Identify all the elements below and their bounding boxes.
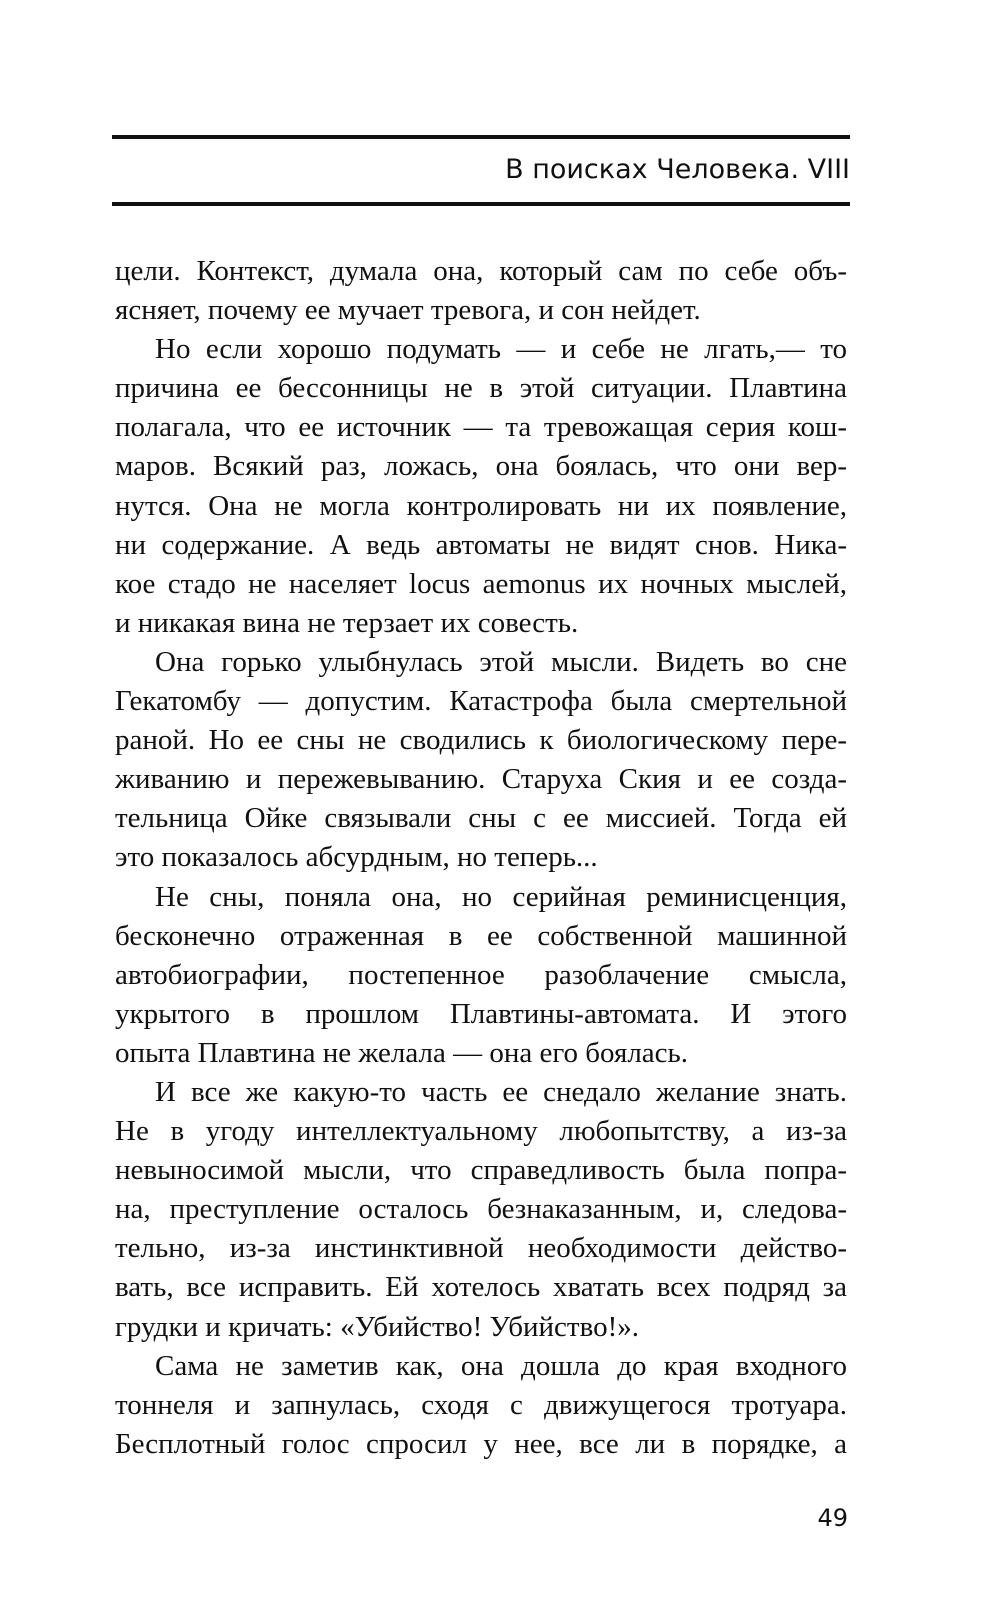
text-line: ясняет, почему ее мучает тревога, и сон нейдет. <box>115 294 701 327</box>
text-line: тоннеля и запнулась, сходя с движущегося тротуара. <box>115 1388 847 1421</box>
text-line: невыносимой мысли, что справедливость была попра- <box>115 1154 847 1187</box>
text-line: раной. Но ее сны не сводились к биологическому пере- <box>115 724 847 757</box>
text-line: и никакая вина не терзает их совесть. <box>115 606 579 639</box>
text-line: Гекатомбу — допустим. Катастрофа была смертельной <box>115 685 847 718</box>
text-line: И все же какую-то часть ее снедало желание знать. <box>155 1075 847 1108</box>
text-line: причина ее бессонницы не в этой ситуации. Плавтина <box>115 372 847 405</box>
text-line: живанию и пережевыванию. Старуха Ския и ее созда- <box>115 763 847 796</box>
text-line: опыта Плавтина не желала — она его боялась. <box>115 1036 689 1069</box>
text-line: на, преступление осталось безнаказанным, и, следова- <box>115 1193 847 1226</box>
text-line: Она горько улыбнулась этой мысли. Видеть во сне <box>155 645 847 678</box>
text-line: Не в угоду интеллектуальному любопытству, а из-за <box>115 1115 847 1148</box>
text-line: полагала, что ее источник — та тревожащая серия кош- <box>115 411 847 444</box>
page-number: 49 <box>817 1504 848 1532</box>
text-line: Сама не заметив как, она дошла до края входного <box>155 1349 847 1382</box>
text-line: грудки и кричать: «Убийство! Убийство!». <box>115 1310 639 1343</box>
text-line: укрытого в прошлом Плавтины-автомата. И этого <box>115 997 847 1030</box>
header-rule-bottom <box>112 202 850 206</box>
text-line: тельница Ойке связывали сны с ее миссией. Тогда ей <box>115 802 847 835</box>
text-line: это показалось абсурдным, но теперь... <box>115 841 598 874</box>
text-line: Но если хорошо подумать — и себе не лгать,— то <box>155 333 847 366</box>
text-line: цели. Контекст, думала она, который сам по себе объ- <box>115 255 847 287</box>
text-line: Бесплотный голос спросил у нее, все ли в порядке, а <box>115 1427 847 1460</box>
text-line: тельно, из-за инстинктивной необходимости действо- <box>115 1232 847 1265</box>
text-line: маров. Всякий раз, ложась, она боялась, что они вер- <box>115 450 847 483</box>
header-rule-top <box>112 135 850 139</box>
text-line: автобиографии, постепенное разоблачение смысла, <box>115 958 847 991</box>
text-line: вать, все исправить. Ей хотелось хватать всех подряд за <box>115 1271 847 1304</box>
running-head: В поисках Человека. VIII <box>505 154 850 185</box>
page-text <box>115 252 847 1464</box>
text-line: нутся. Она не могла контролировать ни их появление, <box>115 489 847 522</box>
text-line: Не сны, поняла она, но серийная реминисценция, <box>155 880 847 913</box>
text-line: ни содержание. А ведь автоматы не видят снов. Ника- <box>115 528 847 561</box>
text-line: бесконечно отраженная в ее собственной машинной <box>115 919 847 952</box>
text-line: кое стадо не населяет locus aemonus их ночных мыслей, <box>115 567 847 600</box>
